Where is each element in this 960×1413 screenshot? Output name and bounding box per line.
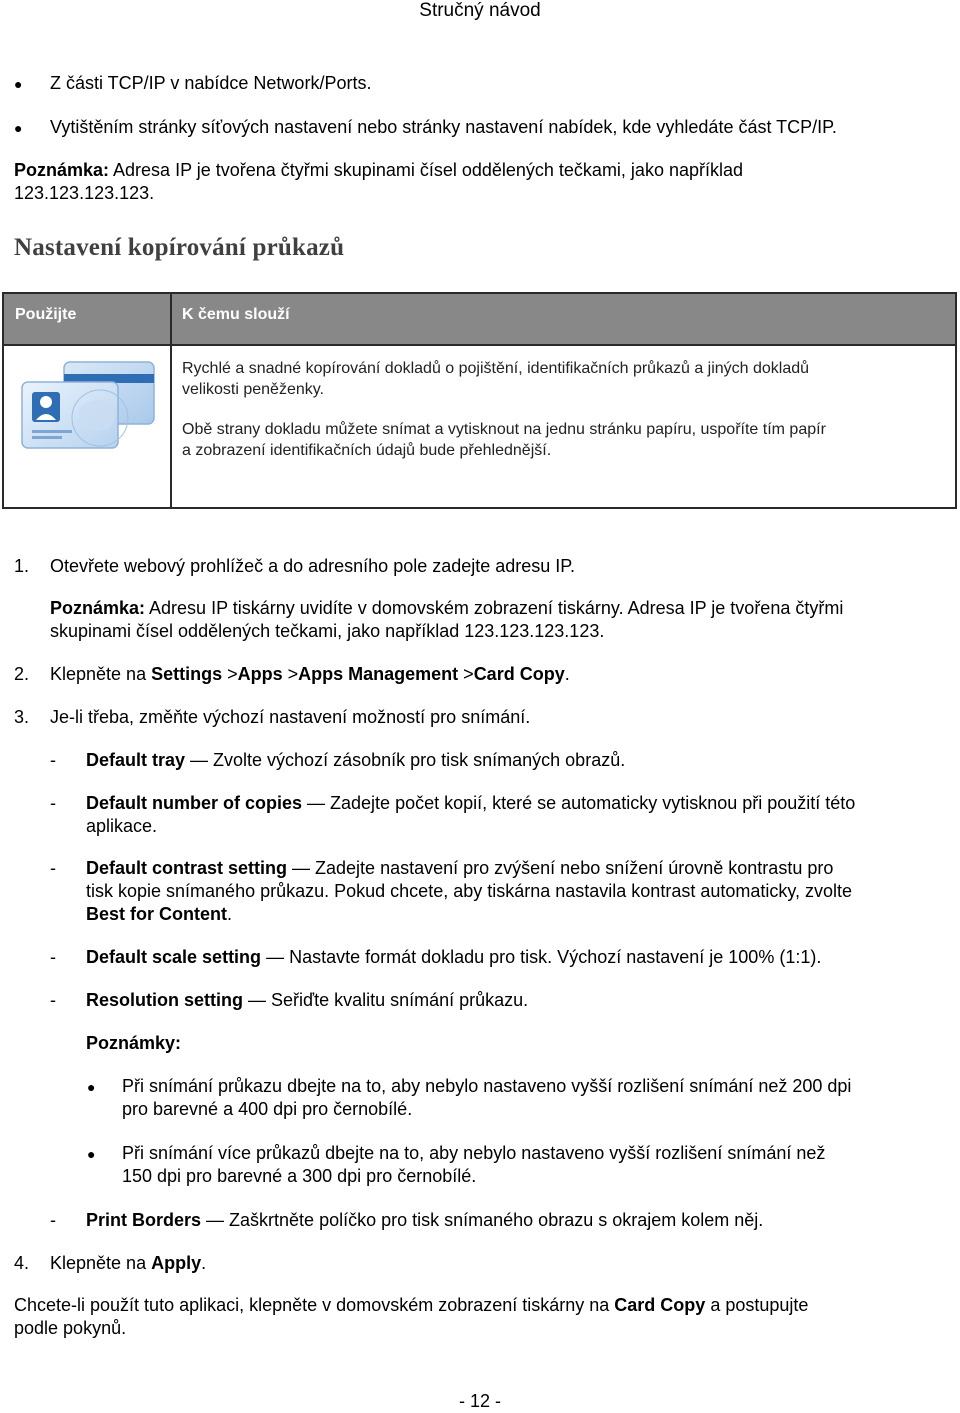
option-description-continued: tisk kopie snímaného průkazu. Pokud chcete, aby tiskárna nastavila kontrast automaticky, zvolte xyxy=(86,881,853,901)
step-number: 2. xyxy=(14,664,30,684)
step-text-part: . xyxy=(201,1253,207,1273)
step-text xyxy=(50,663,570,686)
option-name: Default number of copies xyxy=(86,793,303,813)
bullet-icon: ● xyxy=(14,76,23,92)
bullet-icon: ● xyxy=(87,1146,96,1162)
step-text: Otevřete webový prohlížeč a do adresního pole zadejte adresu IP. xyxy=(50,556,575,576)
option-print-borders xyxy=(86,1209,763,1232)
card-copy-label: Card Copy xyxy=(614,1295,706,1315)
dash-marker: - xyxy=(50,793,56,813)
option-value: Best for Content xyxy=(86,904,227,924)
note-paragraph xyxy=(14,159,743,182)
page-number: - 12 - xyxy=(458,1391,501,1411)
menu-path-separator: > xyxy=(282,664,299,684)
section-title: Nastavení kopírování průkazů xyxy=(14,234,345,261)
bullet-icon: ● xyxy=(14,120,23,136)
step-number: 4. xyxy=(14,1253,30,1273)
final-text: a postupujte xyxy=(705,1295,809,1315)
table-text-line: Rychlé a snadné kopírování dokladů o pojištění, identifikačních průkazů a jiných dokladů xyxy=(182,360,810,377)
option-description: — Zvolte výchozí zásobník pro tisk snímaných obrazů. xyxy=(185,750,626,770)
note-item: Při snímání více průkazů dbejte na to, aby nebylo nastaveno vyšší rozlišení snímání než xyxy=(122,1143,826,1163)
note-text: Adresa IP je tvořena čtyřmi skupinami čísel oddělených tečkami, jako například xyxy=(109,160,744,180)
intro-bullet: Vytištěním stránky síťových nastavení nebo stránky nastavení nabídek, kde vyhledáte část TCP/IP. xyxy=(50,117,837,137)
dash-marker: - xyxy=(50,750,56,770)
option-description: — Zadejte nastavení pro zvýšení nebo snížení úrovně kontrastu pro xyxy=(287,858,834,878)
table-header-purpose: K čemu slouží xyxy=(182,306,290,323)
step-text-part: . xyxy=(564,664,570,684)
option-name: Default tray xyxy=(86,750,186,770)
notes-label: Poznámky: xyxy=(86,1033,182,1053)
option-description: — Zaškrtněte políčko pro tisk snímaného obrazu s okrajem kolem něj. xyxy=(201,1210,764,1230)
note-label: Poznámka: xyxy=(14,160,110,180)
option-description: — Seřiďte kvalitu snímání průkazu. xyxy=(243,990,529,1010)
table-text-line: velikosti peněženky. xyxy=(182,381,324,398)
note-item: Při snímání průkazu dbejte na to, aby nebylo nastaveno vyšší rozlišení snímání než 200 dpi xyxy=(122,1076,852,1096)
table-text-line: a zobrazení identifikačních údajů bude přehlednější. xyxy=(182,442,552,459)
note-item-continued: pro barevné a 400 dpi pro černobílé. xyxy=(122,1099,413,1119)
option-default-scale xyxy=(86,946,821,969)
option-name: Default scale setting xyxy=(86,947,262,967)
option-default-contrast xyxy=(86,857,833,880)
final-paragraph-continued: podle pokynů. xyxy=(14,1318,127,1338)
dash-marker: - xyxy=(50,858,56,878)
option-default-copies xyxy=(86,792,855,815)
option-default-tray xyxy=(86,749,625,772)
table-header-use: Použijte xyxy=(15,306,77,323)
feature-table xyxy=(2,292,957,509)
bullet-icon: ● xyxy=(87,1079,96,1095)
final-paragraph xyxy=(14,1294,808,1317)
option-description: — Zadejte počet kopií, které se automaticky vytisknou při použití této xyxy=(302,793,856,813)
table-text-line: Obě strany dokladu můžete snímat a vytisknout na jednu stránku papíru, uspoříte tím papír xyxy=(182,421,826,438)
step-text xyxy=(50,1252,206,1275)
option-resolution xyxy=(86,989,528,1012)
menu-path-apps-management: Apps Management xyxy=(298,664,459,684)
note-text: Adresu IP tiskárny uvidíte v domovském zobrazení tiskárny. Adresa IP je tvořena čtyřmi xyxy=(145,598,844,618)
menu-path-separator: > xyxy=(222,664,238,684)
option-name: Resolution setting xyxy=(86,990,243,1010)
option-description-continued xyxy=(86,903,232,926)
note-paragraph xyxy=(50,597,843,620)
step-number: 1. xyxy=(14,556,30,576)
step-text-part: Klepněte na xyxy=(50,664,152,684)
menu-path-card-copy: Card Copy xyxy=(473,664,565,684)
menu-path-apps: Apps xyxy=(237,664,283,684)
option-description: — Nastavte formát dokladu pro tisk. Výchozí nastavení je 100% (1:1). xyxy=(261,947,822,967)
note-item-continued: 150 dpi pro barevné a 300 dpi pro černobílé. xyxy=(122,1166,477,1186)
page-header: Stručný návod xyxy=(419,0,541,21)
table-divider xyxy=(170,294,172,507)
note-text-continued: skupinami čísel oddělených tečkami, jako například 123.123.123.123. xyxy=(50,621,605,641)
step-text-part: Klepněte na xyxy=(50,1253,152,1273)
dash-marker: - xyxy=(50,990,56,1010)
note-text-continued: 123.123.123.123. xyxy=(14,183,155,203)
apply-label: Apply xyxy=(151,1253,202,1273)
menu-path-separator: > xyxy=(458,664,474,684)
dash-marker: - xyxy=(50,947,56,967)
step-number: 3. xyxy=(14,707,30,727)
option-description-continued: aplikace. xyxy=(86,816,158,836)
table-header-row xyxy=(4,294,955,346)
final-text: Chcete-li použít tuto aplikaci, klepněte v domovském zobrazení tiskárny na xyxy=(14,1295,615,1315)
note-label: Poznámka: xyxy=(50,598,146,618)
option-name: Print Borders xyxy=(86,1210,202,1230)
option-description: . xyxy=(227,904,233,924)
menu-path-settings: Settings xyxy=(151,664,223,684)
dash-marker: - xyxy=(50,1210,56,1230)
option-name: Default contrast setting xyxy=(86,858,288,878)
intro-bullet: Z části TCP/IP v nabídce Network/Ports. xyxy=(50,73,372,93)
step-text: Je-li třeba, změňte výchozí nastavení možností pro snímání. xyxy=(50,707,531,727)
id-card-icon xyxy=(18,356,158,456)
